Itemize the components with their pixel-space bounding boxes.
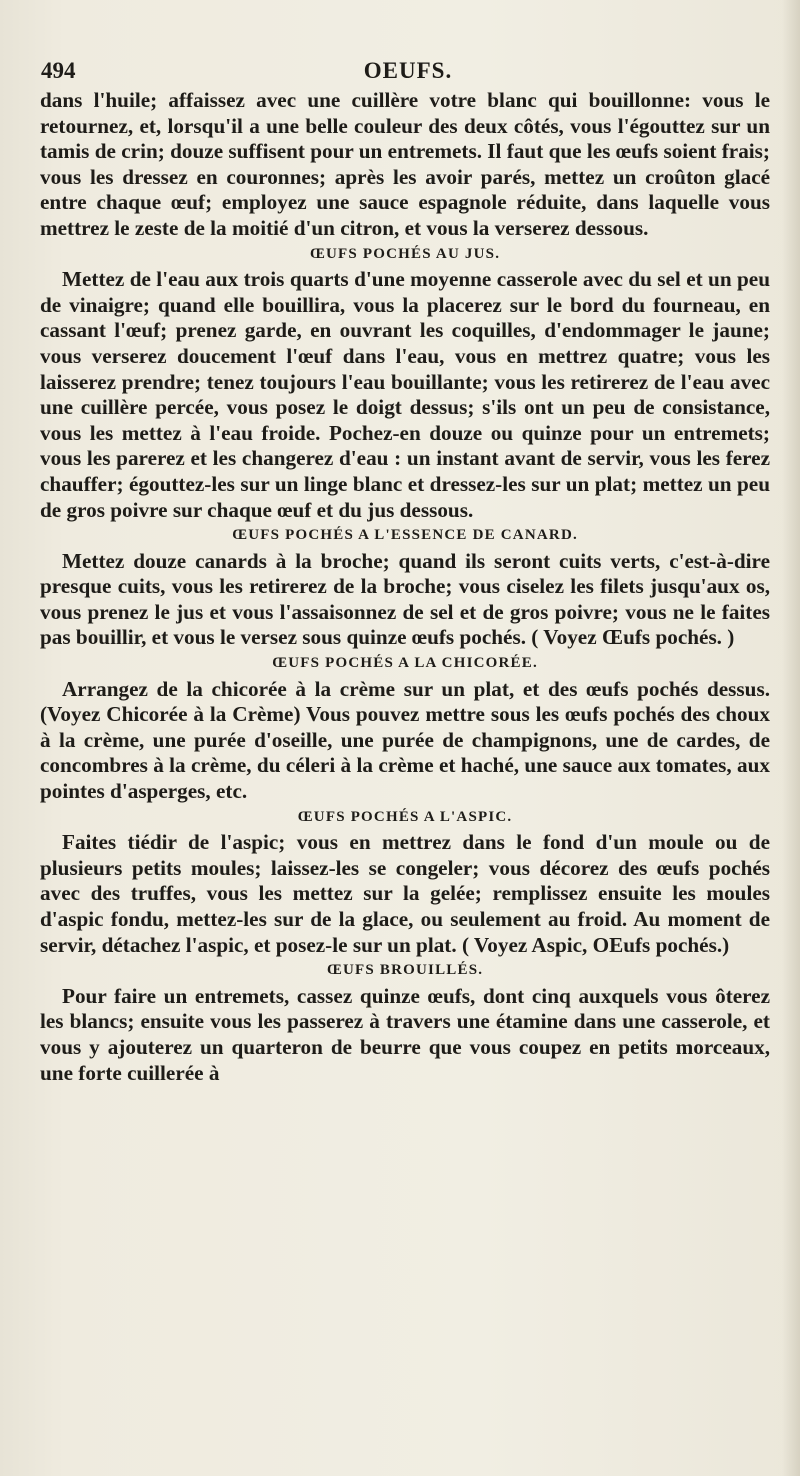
page-edge-shadow [782, 0, 800, 1476]
paragraph: Faites tiédir de l'aspic; vous en mettrez dans le fond d'un moule ou de plusieurs petits moules; laissez-les se congeler; vous décorez des œufs pochés avec des truffes, vous les mettez sur la gelée; remplissez ensuite les moules d'aspic fondu, mettez-les sur de la glace, ou seulement au froid. Au moment de servir, détachez l'aspic, et posez-le sur un plat. ( Voyez Aspic, OEufs pochés.) [40, 830, 770, 957]
paragraph: Mettez douze canards à la broche; quand ils seront cuits verts, c'est-à-dire presque cuits, vous les retirerez de la broche; vous ciselez les filets jusqu'aux os, vous prenez le jus et vous l'assaisonnez de sel et de gros poivre; vous ne le faites pas bouillir, et vous le versez sous quinze œufs pochés. ( Voyez Œufs pochés. ) [40, 548, 770, 650]
section-heading: ŒUFS BROUILLÉS. [326, 962, 484, 979]
paragraph: Arrangez de la chicorée à la crème sur un plat, et des œufs pochés dessus. (Voyez Chicorée à la Crème) Vous pouvez mettre sous les œufs pochés des choux à la crème, une purée d'oseille, une purée de champignons, une de cardes, de concombres à la crème, du céleri à la crème et haché, une sauce aux tomates, aux pointes d'asperges, etc. [40, 676, 770, 804]
running-header [40, 58, 776, 84]
paragraph: Mettez de l'eau aux trois quarts d'une moyenne casserole avec du sel et un peu de vinaigre; quand elle bouillira, vous la placerez sur le bord du fourneau, en cassant l'œuf; prenez garde, en ouvrant les coquilles, d'endommager le jaune; vous verserez doucement l'œuf dans l'eau, vous en mettrez quatre; vous les laisserez prendre; tenez toujours l'eau bouillante; vous les retirerez de l'eau avec une cuillère percée, vous posez le doigt dessus; s'ils ont un peu de consistance, vous les mettez à l'eau froide. Pochez-en douze ou quinze pour un entremets; vous les parerez et les changerez d'eau : un instant avant de servir, vous les ferez chauffer; égouttez-les sur un linge blanc et dressez-les sur un plat; mettez un peu de gros poivre sur chaque œuf et du jus dessous. [40, 267, 770, 522]
running-title: OEUFS. [363, 58, 453, 83]
page-number: 494 [41, 58, 76, 83]
paragraph: Pour faire un entremets, cassez quinze œufs, dont cinq auxquels vous ôterez les blancs; ensuite vous les passerez à travers une étamine dans une casserole, et vous y ajouterez un quarteron de beurre que vous coupez en petits morceaux, une forte cuillerée à [40, 983, 770, 1085]
section-heading: ŒUFS POCHÉS A L'ESSENCE DE CANARD. [232, 527, 578, 544]
section-heading: ŒUFS POCHÉS AU JUS. [309, 245, 501, 262]
section-heading: ŒUFS POCHÉS A L'ASPIC. [297, 808, 513, 825]
page-body [40, 88, 770, 1086]
section-heading: ŒUFS POCHÉS A LA CHICORÉE. [272, 655, 538, 672]
paragraph-continued: dans l'huile; affaissez avec une cuillère votre blanc qui bouillonne: vous le retournez, et, lorsqu'il a une belle couleur des deux côtés, vous l'égouttez sur un tamis de crin; douze suffisent pour un entremets. Il faut que les œufs soient frais; vous les dressez en couronnes; après les avoir parés, mettez un croûton glacé entre chaque œuf; employez une sauce espagnole réduite, dans laquelle vous mettrez le zeste de la moitié d'un citron, et vous la verserez dessous. [40, 88, 770, 240]
